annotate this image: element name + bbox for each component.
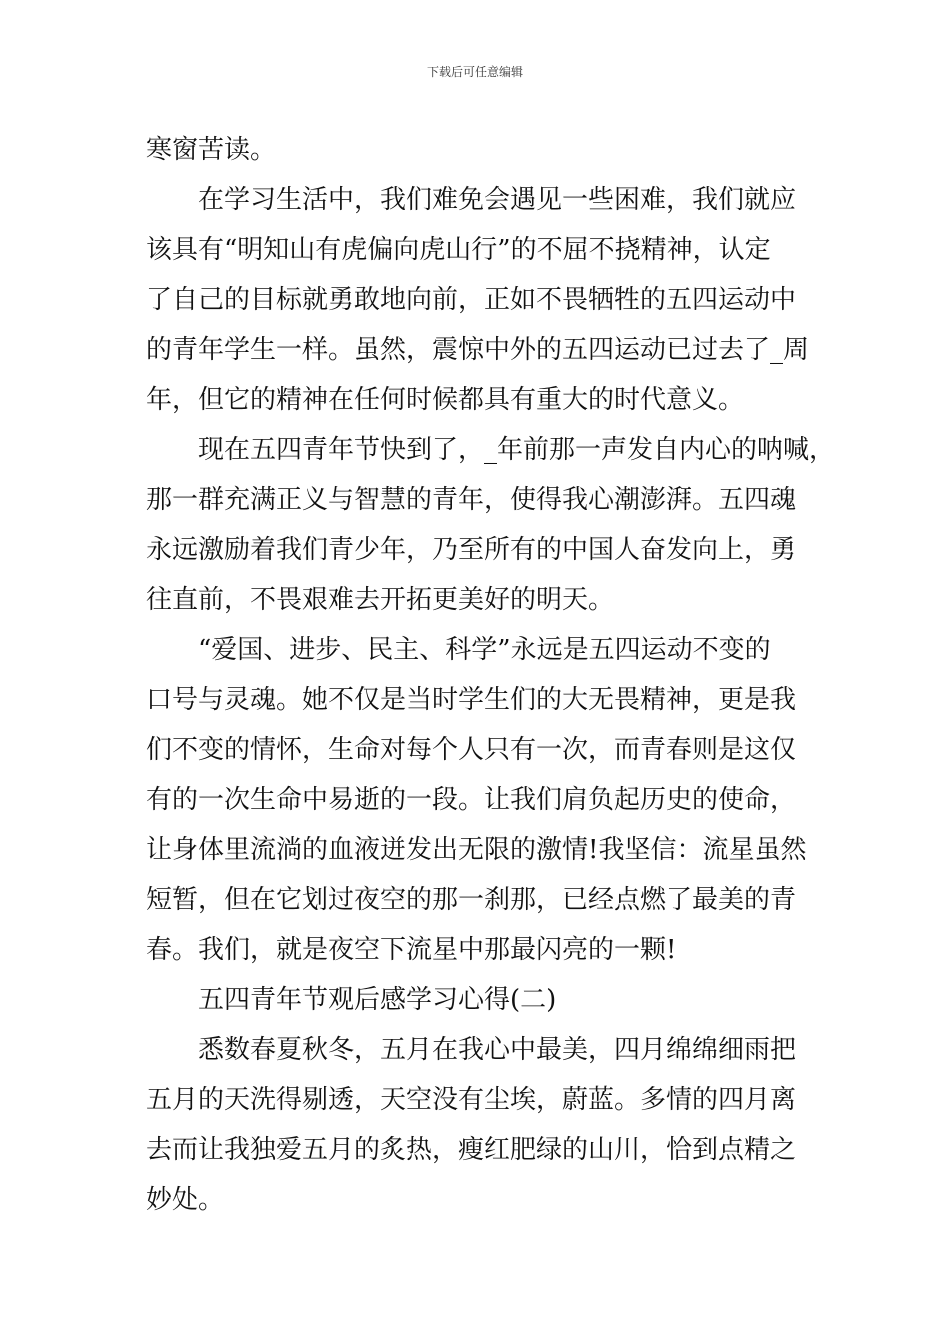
text-line-7: 现在五四青年节快到了，_年前那一声发自内心的呐喊，: [198, 435, 836, 465]
text-line-2: 在学习生活中，我们难免会遇见一些困难，我们就应: [198, 185, 797, 215]
page-header-note: 下载后可任意编辑: [426, 65, 523, 79]
text-line-21: 去而让我独爱五月的炙热，瘦红肥绿的山川，恰到点精之: [146, 1135, 797, 1165]
text-line-12: 口号与灵魂。她不仅是当时学生们的大无畏精神，更是我: [146, 685, 797, 715]
text-line-1: 寒窗苦读。: [146, 135, 277, 165]
section-heading: 五四青年节观后感学习心得(二): [198, 985, 557, 1015]
text-line-16: 短暂，但在它划过夜空的那一刹那，已经点燃了最美的青: [146, 885, 797, 915]
text-line-8: 那一群充满正义与智慧的青年，使得我心潮澎湃。五四魂: [146, 485, 797, 515]
text-line-4: 了自己的目标就勇敢地向前，正如不畏牺牲的五四运动中: [146, 285, 797, 315]
document-body: [146, 125, 836, 1225]
text-line-3: 该具有“明知山有虎偏向虎山行”的不屈不挠精神，认定: [146, 235, 771, 265]
text-line-11: “爱国、进步、民主、科学”永远是五四运动不变的: [198, 635, 771, 665]
text-line-19: 悉数春夏秋冬，五月在我心中最美，四月绵绵细雨把: [198, 1035, 797, 1065]
text-line-15: 让身体里流淌的血液迸发出无限的激情!我坚信：流星虽然: [146, 835, 807, 865]
text-line-10: 往直前，不畏艰难去开拓更美好的明天。: [146, 585, 615, 615]
text-line-9: 永远激励着我们青少年，乃至所有的中国人奋发向上，勇: [146, 535, 797, 565]
text-line-13: 们不变的情怀，生命对每个人只有一次，而青春则是这仅: [146, 735, 797, 765]
text-line-20: 五月的天洗得剔透，天空没有尘埃，蔚蓝。多情的四月离: [146, 1085, 797, 1115]
text-line-22: 妙处。: [146, 1185, 225, 1215]
text-line-6: 年，但它的精神在任何时候都具有重大的时代意义。: [146, 385, 745, 415]
text-line-5: 的青年学生一样。虽然，震惊中外的五四运动已过去了_周: [146, 335, 810, 365]
text-line-17: 春。我们，就是夜空下流星中那最闪亮的一颗!: [146, 935, 677, 965]
text-line-14: 有的一次生命中易逝的一段。让我们肩负起历史的使命，: [146, 785, 797, 815]
